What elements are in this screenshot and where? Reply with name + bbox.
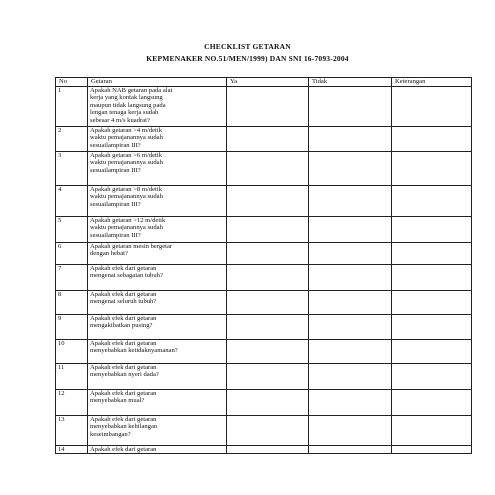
question-text-line: mengakibatkan pusing? <box>90 322 153 330</box>
question-text-line: waktu pemajanannya sudah <box>90 134 163 142</box>
answer-ya-cell[interactable] <box>227 217 309 243</box>
row-number: 13 <box>56 416 88 446</box>
question-text-line: Apakah efek dari getaran <box>90 315 157 322</box>
question-cell <box>88 217 227 243</box>
question-text-line: menyebabkan kehilangan <box>90 423 158 431</box>
answer-ya-cell[interactable] <box>227 416 309 446</box>
keterangan-cell[interactable] <box>392 87 472 127</box>
question-text-line: sesuailampiran III? <box>90 166 141 174</box>
answer-tidak-cell[interactable] <box>309 416 392 446</box>
answer-tidak-cell[interactable] <box>309 446 392 454</box>
question-text-line: Apakah getaran mesin bergetar <box>90 243 173 250</box>
answer-ya-cell[interactable] <box>227 87 309 127</box>
question-cell <box>88 265 227 291</box>
answer-tidak-cell[interactable] <box>309 390 392 416</box>
row-number: 1 <box>56 87 88 127</box>
row-number: 4 <box>56 186 88 217</box>
table-row <box>56 364 472 390</box>
question-text-line: menyebabkan mual? <box>90 397 145 405</box>
question-text-line: mengenai sebagaian tubuh? <box>90 272 163 280</box>
table-row <box>56 390 472 416</box>
question-text-line: Apakah efek dari getaran <box>90 291 157 298</box>
question-text-line: waktu pemajanannya sudah <box>90 159 163 167</box>
answer-tidak-cell[interactable] <box>309 340 392 364</box>
question-cell <box>88 186 227 217</box>
table-row <box>56 152 472 186</box>
keterangan-cell[interactable] <box>392 217 472 243</box>
keterangan-cell[interactable] <box>392 152 472 186</box>
row-number: 5 <box>56 217 88 243</box>
row-number: 11 <box>56 364 88 390</box>
question-text-line: sesuailampiran III? <box>90 200 141 208</box>
table-row <box>56 217 472 243</box>
keterangan-cell[interactable] <box>392 390 472 416</box>
answer-tidak-cell[interactable] <box>309 243 392 265</box>
table-row <box>56 315 472 340</box>
question-text-line: menyebabkan ketidaknyamanan? <box>90 347 178 355</box>
question-text-line: sesuailampiran III? <box>90 231 141 239</box>
question-cell <box>88 446 227 454</box>
question-text-line: Apakah efek dari getaran <box>90 364 157 371</box>
question-text-line: mengenai seluruh tubuh? <box>90 298 157 306</box>
answer-ya-cell[interactable] <box>227 364 309 390</box>
question-text-line: Apakah efek dari getaran <box>90 340 157 347</box>
question-text-line: Apakah getaran >4 m/detik <box>90 127 163 134</box>
answer-ya-cell[interactable] <box>227 340 309 364</box>
question-cell <box>88 390 227 416</box>
row-number: 8 <box>56 291 88 315</box>
question-text-line: Apakah getaran >8 m/detik <box>90 186 163 193</box>
row-number: 6 <box>56 243 88 265</box>
question-cell <box>88 243 227 265</box>
table-row <box>56 127 472 152</box>
question-text-line: Apakah efek dari getaran <box>90 265 157 272</box>
question-cell <box>88 152 227 186</box>
column-header-getaran: Getaran <box>88 78 227 87</box>
answer-tidak-cell[interactable] <box>309 265 392 291</box>
question-text-line: Apakah efek dari getaran <box>90 416 157 423</box>
table-row <box>56 87 472 127</box>
question-text-line: sesuailampiran III? <box>90 141 141 149</box>
question-text-line: Apakah efek dari getaran <box>90 390 157 397</box>
keterangan-cell[interactable] <box>392 364 472 390</box>
row-number: 10 <box>56 340 88 364</box>
answer-tidak-cell[interactable] <box>309 87 392 127</box>
column-header-keterangan: Keterangan <box>392 78 472 87</box>
answer-tidak-cell[interactable] <box>309 152 392 186</box>
table-row <box>56 265 472 291</box>
table-row <box>56 446 472 454</box>
checklist-table <box>55 77 472 454</box>
keterangan-cell[interactable] <box>392 243 472 265</box>
table-row <box>56 291 472 315</box>
question-text-line: menyebabkan nyeri dada? <box>90 371 159 379</box>
row-number: 3 <box>56 152 88 186</box>
question-cell <box>88 416 227 446</box>
column-header-tidak: Tidak <box>309 78 392 87</box>
question-text-line: Apakah efek dari getaran <box>90 446 157 453</box>
keterangan-cell[interactable] <box>392 315 472 340</box>
answer-tidak-cell[interactable] <box>309 364 392 390</box>
question-text-line: Apakah getaran >12 m/detik <box>90 217 166 224</box>
row-number: 14 <box>56 446 88 454</box>
answer-ya-cell[interactable] <box>227 291 309 315</box>
table-row <box>56 186 472 217</box>
keterangan-cell[interactable] <box>392 446 472 454</box>
column-header-no: No <box>56 78 88 87</box>
question-text-line: lengan tenaga kerja sudah <box>90 109 159 117</box>
keterangan-cell[interactable] <box>392 127 472 152</box>
answer-ya-cell[interactable] <box>227 315 309 340</box>
keterangan-cell[interactable] <box>392 186 472 217</box>
question-text-line: waktu pemajanannya sudah <box>90 193 163 201</box>
keterangan-cell[interactable] <box>392 265 472 291</box>
table-row <box>56 243 472 265</box>
column-header-ya: Ya <box>227 78 309 87</box>
question-text-line: Apakah getaran >6 m/detik <box>90 152 163 159</box>
answer-ya-cell[interactable] <box>227 243 309 265</box>
table-row <box>56 340 472 364</box>
question-cell <box>88 315 227 340</box>
row-number: 9 <box>56 315 88 340</box>
answer-ya-cell[interactable] <box>227 152 309 186</box>
document-title: CHECKLIST GETARAN <box>204 42 291 51</box>
answer-tidak-cell[interactable] <box>309 127 392 152</box>
question-text-line: keseimbangan? <box>90 430 131 438</box>
question-cell <box>88 340 227 364</box>
answer-ya-cell[interactable] <box>227 127 309 152</box>
keterangan-cell[interactable] <box>392 340 472 364</box>
answer-ya-cell[interactable] <box>227 390 309 416</box>
question-cell <box>88 291 227 315</box>
answer-tidak-cell[interactable] <box>309 186 392 217</box>
question-cell <box>88 127 227 152</box>
question-text-line: kerja yang kontak langsung <box>90 94 163 102</box>
question-text-line: dengan hebat? <box>90 250 128 258</box>
row-number: 7 <box>56 265 88 291</box>
question-text-line: sebesar 4 m/s kuadrat? <box>90 116 150 124</box>
keterangan-cell[interactable] <box>392 416 472 446</box>
answer-ya-cell[interactable] <box>227 446 309 454</box>
answer-ya-cell[interactable] <box>227 186 309 217</box>
question-cell <box>88 87 227 127</box>
answer-tidak-cell[interactable] <box>309 291 392 315</box>
question-text-line: waktu pemajanannya sudah <box>90 224 163 232</box>
question-cell <box>88 364 227 390</box>
question-text-line: maupun tidak langsung pada <box>90 101 166 109</box>
answer-tidak-cell[interactable] <box>309 315 392 340</box>
question-text-line: Apakah NAB getaran pada alat <box>90 87 173 94</box>
row-number: 2 <box>56 127 88 152</box>
answer-ya-cell[interactable] <box>227 265 309 291</box>
keterangan-cell[interactable] <box>392 291 472 315</box>
answer-tidak-cell[interactable] <box>309 217 392 243</box>
table-row <box>56 416 472 446</box>
table-header-row <box>56 78 472 87</box>
row-number: 12 <box>56 390 88 416</box>
document-subtitle: KEPMENAKER NO.51/MEN/1999) DAN SNI 16-7093-2004 <box>146 54 349 63</box>
